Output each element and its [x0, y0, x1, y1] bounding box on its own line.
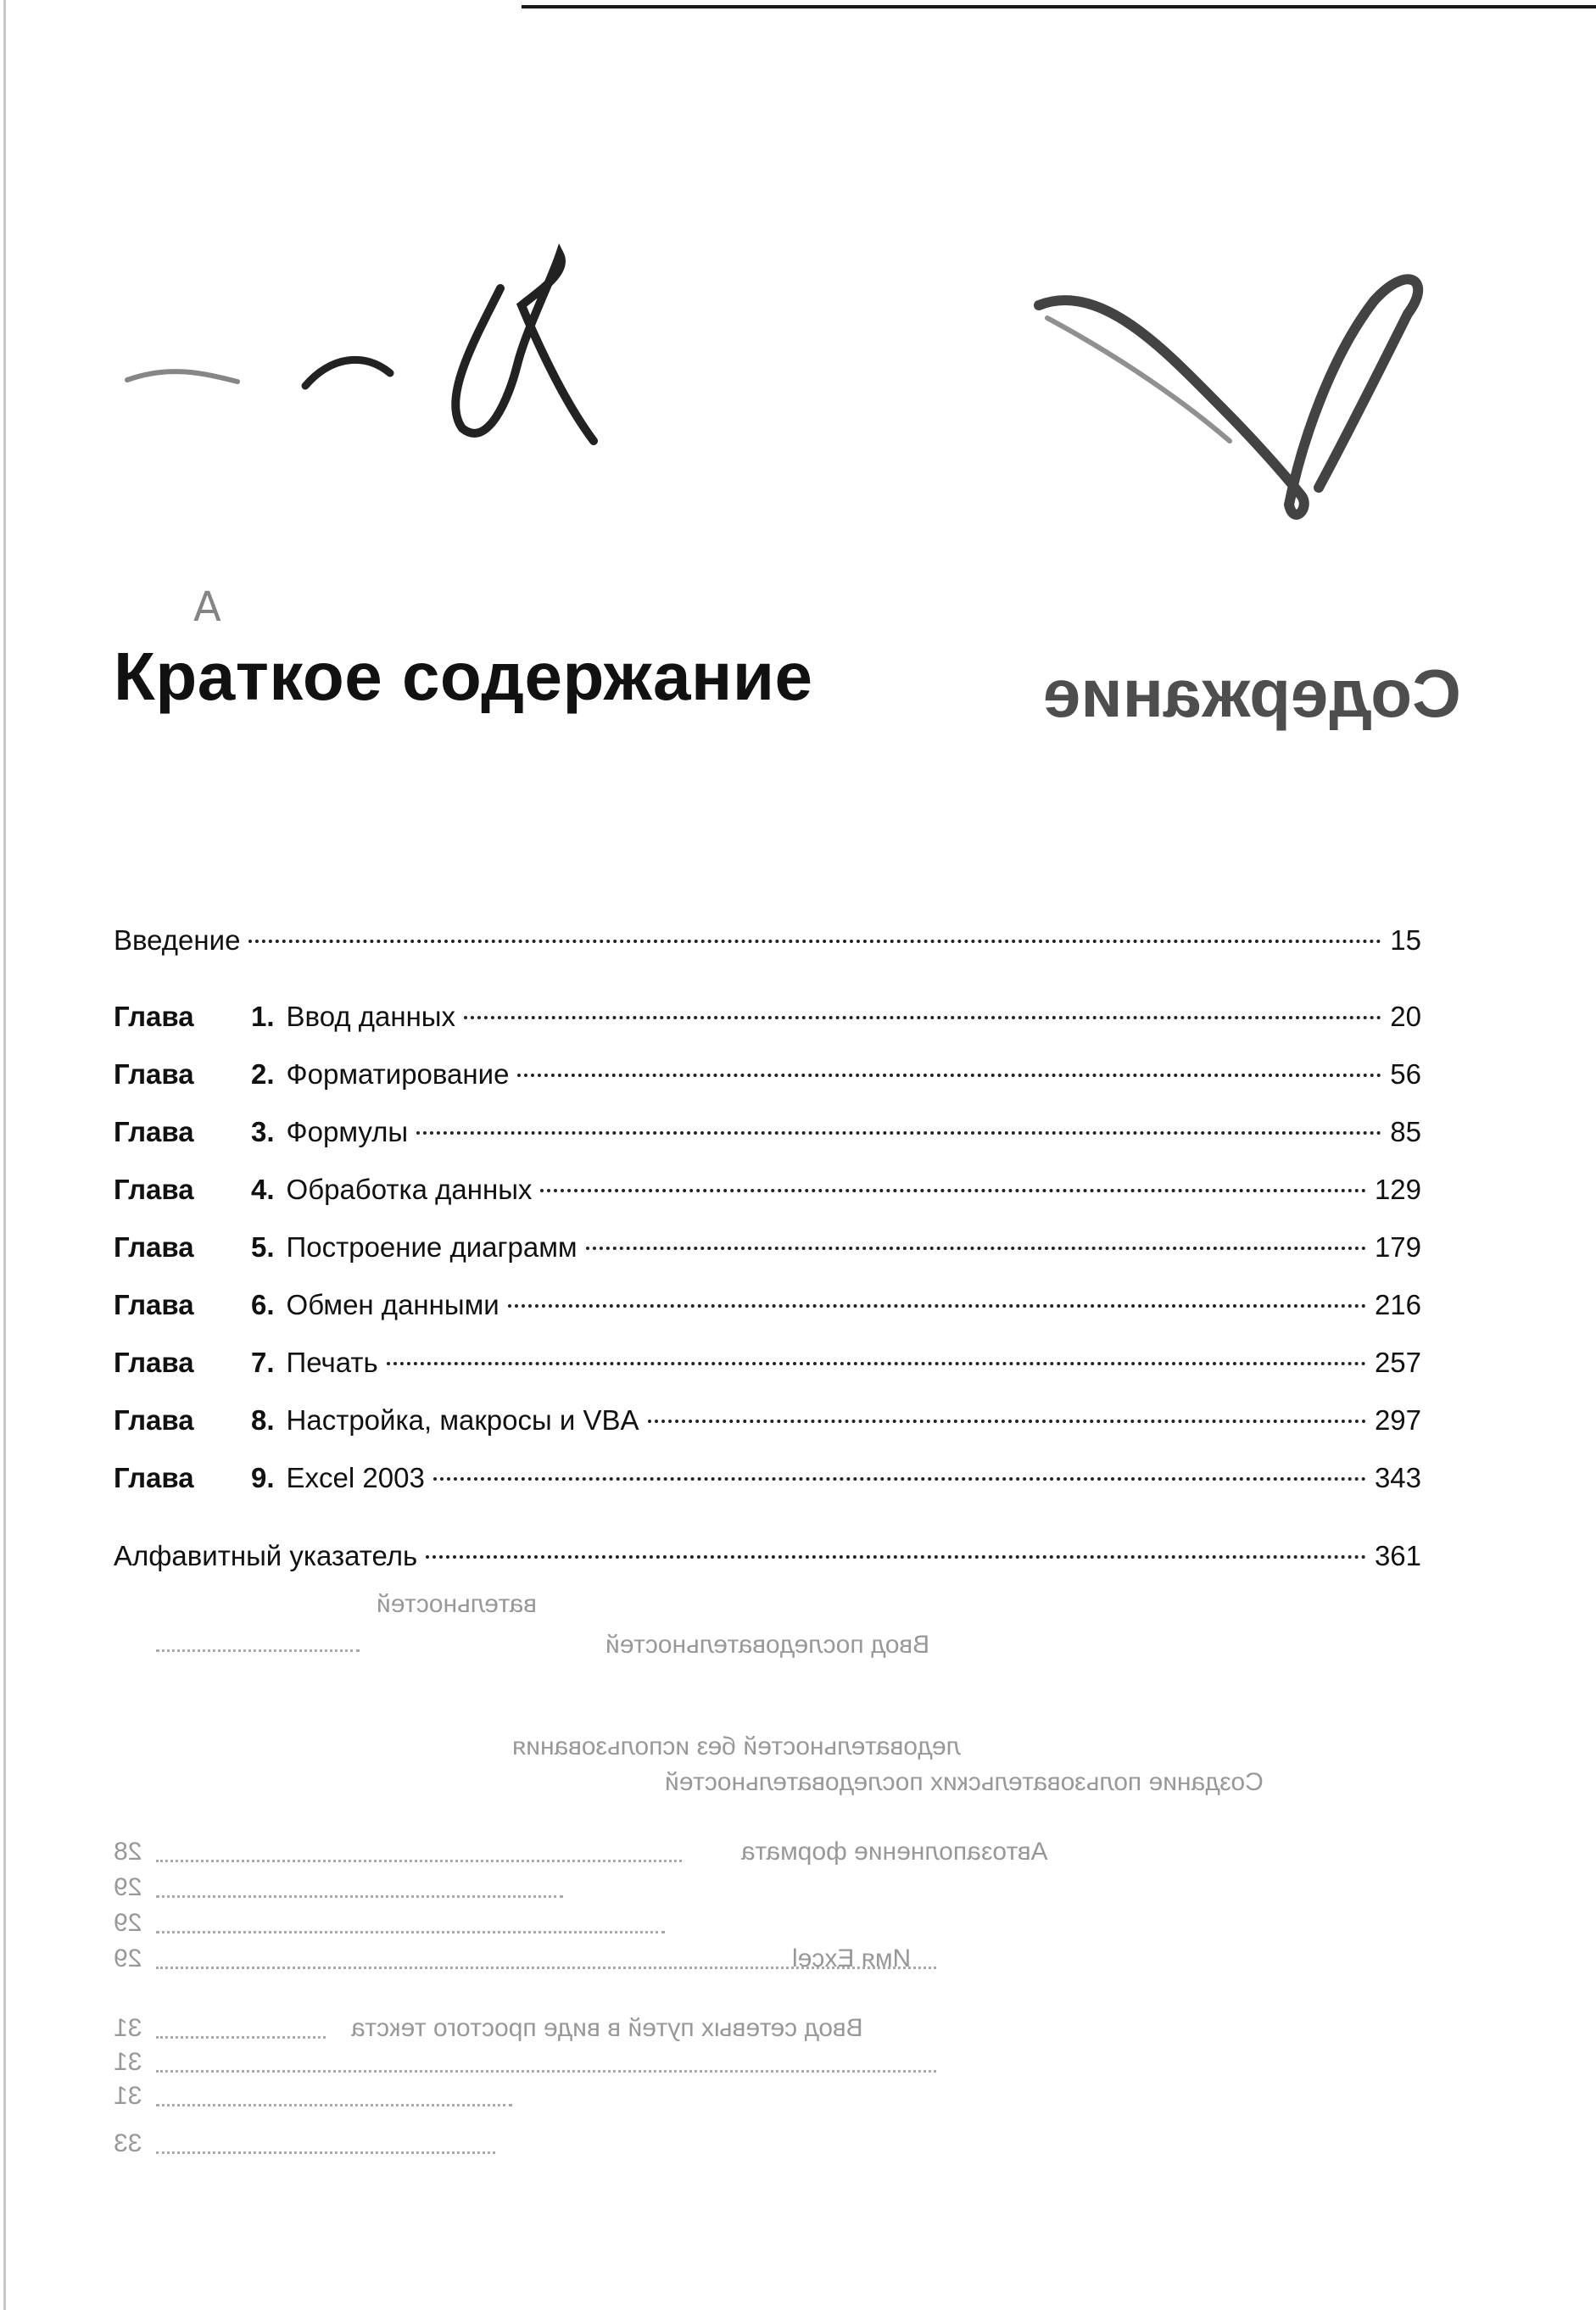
chapter-word: Глава [114, 1174, 194, 1205]
chapter-number: 8. [251, 1404, 275, 1436]
pen-stroke-left [127, 371, 237, 382]
toc-chapter-2[interactable] [114, 1058, 1421, 1101]
bleed-page-number: 29 [114, 1945, 142, 1972]
chapter-number: 2. [251, 1058, 275, 1090]
chapter-number: 5. [251, 1231, 275, 1263]
chapter-number: 6. [251, 1289, 275, 1320]
toc-page: 361 [1374, 1540, 1421, 1571]
bleed-page-number: 28 [114, 1838, 142, 1866]
page-title: Краткое содержание [114, 639, 813, 714]
bleed-dots [156, 1860, 682, 1862]
bleed-page-number: 29 [114, 1909, 142, 1937]
toc-label: Построение диаграмм [286, 1231, 578, 1263]
chapter-number: 7. [251, 1347, 275, 1378]
bleed-line: Создание пользовательских последовательностей [665, 1768, 1264, 1796]
leader-dots [248, 940, 1381, 943]
leader-dots [517, 1074, 1381, 1077]
toc-page: 56 [1390, 1058, 1421, 1090]
chapter-word: Глава [114, 1289, 194, 1320]
pen-stroke-arc [305, 360, 390, 386]
toc-page: 297 [1374, 1404, 1421, 1436]
toc-page: 15 [1390, 924, 1421, 956]
bleed-through-title: Содержание [1043, 656, 1461, 731]
toc-page: 257 [1374, 1347, 1421, 1378]
toc-chapter-7[interactable] [114, 1347, 1421, 1389]
leader-dots [464, 1016, 1381, 1019]
bleed-page-number: 33 [114, 2129, 142, 2157]
bleed-dots [156, 1967, 936, 1969]
leader-dots [387, 1362, 1366, 1365]
toc-index[interactable] [114, 1540, 1421, 1582]
bleed-dots [156, 2151, 495, 2154]
bleed-dots [156, 1895, 563, 1898]
bleed-line: Ввод сетевых путей в виде простого текста [351, 2014, 863, 2042]
toc-label: Форматирование [286, 1058, 510, 1090]
toc-page: 343 [1374, 1462, 1421, 1493]
bleed-dots [156, 2104, 512, 2106]
toc-label: Обмен данными [286, 1289, 499, 1320]
bleed-page-number: 29 [114, 1873, 142, 1901]
bleed-page-number: 31 [114, 2014, 142, 2042]
bleed-dots [156, 2036, 326, 2039]
chapter-word: Глава [114, 1462, 194, 1493]
stray-mark: A [193, 583, 221, 631]
toc-label: Настройка, макросы и VBA [286, 1404, 639, 1436]
bleed-dots [156, 1931, 665, 1933]
pen-checkmark [1039, 279, 1418, 515]
bleed-dots [156, 2070, 936, 2073]
bleed-line: Автозаполнение формата [741, 1838, 1048, 1866]
toc-label: Формулы [286, 1116, 409, 1147]
chapter-word: Глава [114, 1231, 194, 1263]
toc-chapter-1[interactable] [114, 1001, 1421, 1043]
toc-label: Алфавитный указатель [114, 1540, 418, 1571]
leader-dots [540, 1189, 1366, 1192]
leader-dots [426, 1555, 1366, 1559]
toc-label: Ввод данных [286, 1001, 456, 1032]
chapter-number: 9. [251, 1462, 275, 1493]
pen-loop [455, 254, 594, 441]
chapter-number: 1. [251, 1001, 275, 1032]
toc-page: 85 [1390, 1116, 1421, 1147]
toc-chapter-3[interactable] [114, 1116, 1421, 1158]
leader-dots [648, 1420, 1366, 1423]
toc-label: Обработка данных [286, 1174, 533, 1205]
bleed-line: вательностей [377, 1590, 537, 1618]
bleed-line: ледовательностей без использования [512, 1732, 962, 1760]
toc-page: 216 [1374, 1289, 1421, 1320]
leader-dots [508, 1304, 1366, 1308]
leader-dots [586, 1247, 1366, 1250]
bleed-through-area [114, 1590, 1343, 2167]
toc-chapter-6[interactable] [114, 1289, 1421, 1331]
toc-chapter-9[interactable] [114, 1462, 1421, 1504]
toc-label: Excel 2003 [286, 1462, 425, 1493]
bleed-dots [156, 1649, 360, 1652]
toc-chapter-8[interactable] [114, 1404, 1421, 1447]
bleed-page-number: 31 [114, 2048, 142, 2076]
chapter-word: Глава [114, 1001, 194, 1032]
toc-page: 179 [1374, 1231, 1421, 1263]
chapter-word: Глава [114, 1347, 194, 1378]
toc-page: 129 [1374, 1174, 1421, 1205]
leader-dots [433, 1477, 1366, 1481]
bleed-line: Ввод последовательностей [605, 1631, 930, 1659]
toc-label: Печать [286, 1347, 378, 1378]
chapter-number: 4. [251, 1174, 275, 1205]
toc-chapter-5[interactable] [114, 1231, 1421, 1274]
bleed-page-number: 31 [114, 2082, 142, 2110]
chapter-word: Глава [114, 1116, 194, 1147]
chapter-number: 3. [251, 1116, 275, 1147]
leader-dots [416, 1131, 1381, 1135]
chapter-word: Глава [114, 1058, 194, 1090]
bleed-line: Имя Excel [792, 1945, 912, 1972]
toc-introduction[interactable] [114, 924, 1421, 967]
toc-label: Введение [114, 924, 241, 956]
toc-chapter-4[interactable] [114, 1174, 1421, 1216]
chapter-word: Глава [114, 1404, 194, 1436]
toc-page: 20 [1390, 1001, 1421, 1032]
